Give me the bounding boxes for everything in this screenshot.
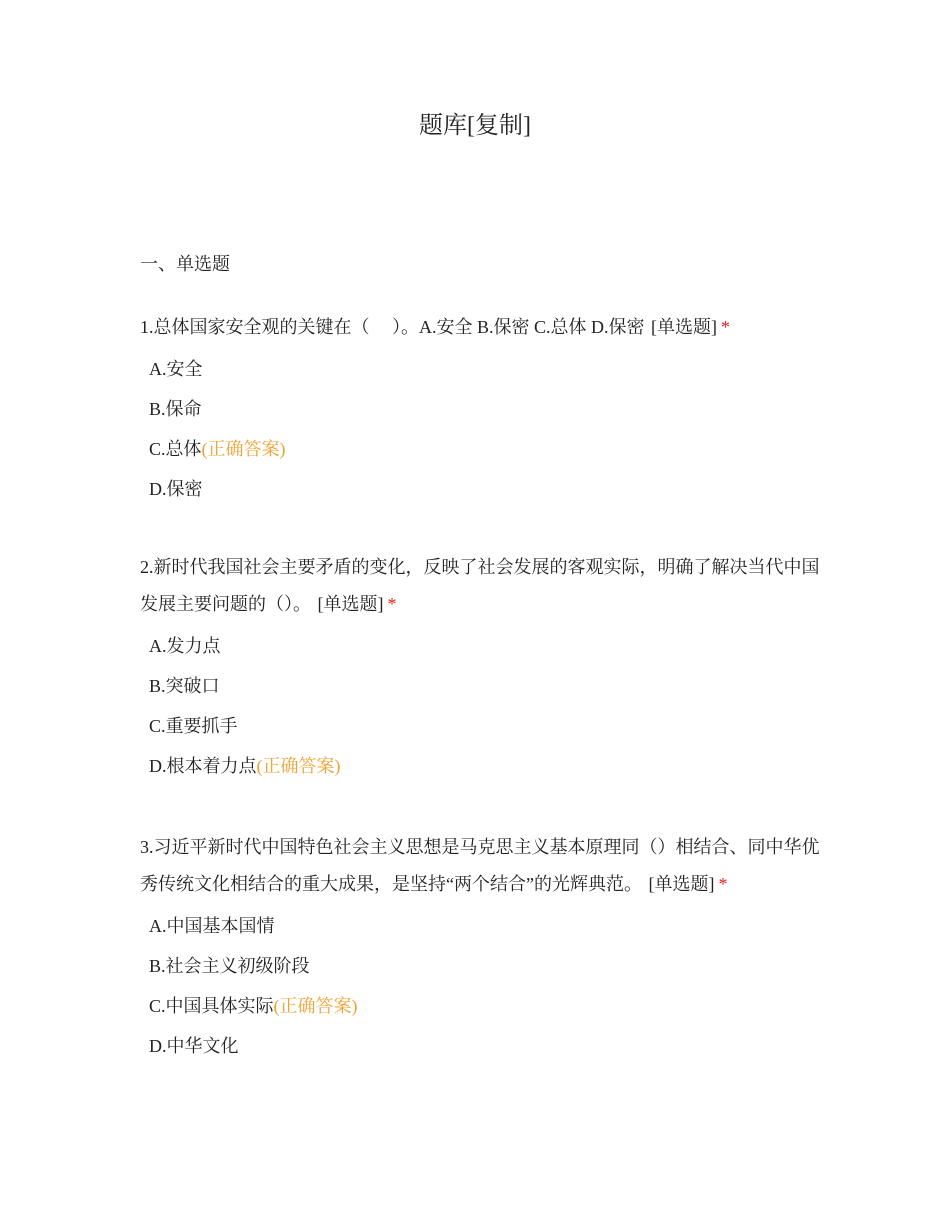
option-b — [140, 389, 820, 429]
option-label: D.保密 — [149, 479, 203, 499]
option-b — [140, 946, 820, 986]
option-d — [140, 1026, 820, 1066]
option-label: C.中国具体实际 — [149, 996, 274, 1016]
option-b — [140, 666, 820, 706]
option-label: A.安全 — [149, 359, 203, 379]
option-label: C.总体 — [149, 439, 202, 459]
question-stem: 1.总体国家安全观的关键在（ ）。A.安全 B.保密 C.总体 D.保密 — [140, 317, 645, 337]
option-list — [140, 626, 820, 786]
question-stem: 2.新时代我国社会主要矛盾的变化，反映了社会发展的客观实际，明确了解决当代中国发展主要问题的（）。 — [140, 557, 820, 614]
option-label: B.保命 — [149, 399, 202, 419]
correct-answer-mark: (正确答案) — [201, 439, 286, 459]
question-type-tag: [单选题] — [651, 317, 718, 337]
question-2 — [140, 549, 820, 786]
question-text — [140, 829, 820, 903]
option-label: D.中华文化 — [149, 1036, 239, 1056]
required-star: * — [721, 317, 731, 337]
option-label: C.重要抓手 — [149, 716, 238, 736]
correct-answer-mark: (正确答案) — [256, 756, 341, 776]
option-label: D.根本着力点 — [149, 756, 257, 776]
option-d — [140, 746, 820, 786]
question-1 — [140, 309, 820, 509]
option-a — [140, 626, 820, 666]
required-star: * — [718, 874, 728, 894]
question-text — [140, 309, 820, 346]
option-label: B.社会主义初级阶段 — [149, 956, 310, 976]
correct-answer-mark: (正确答案) — [273, 996, 358, 1016]
question-type-tag: [单选题] — [648, 874, 715, 894]
option-c — [140, 429, 820, 469]
page-title: 题库[复制] — [419, 113, 531, 139]
required-star: * — [387, 594, 397, 614]
option-c — [140, 706, 820, 746]
option-d — [140, 469, 820, 509]
option-a — [140, 349, 820, 389]
question-stem: 3.习近平新时代中国特色社会主义思想是马克思主义基本原理同（）相结合、同中华优秀传统文化相结合的重大成果，是坚持“两个结合”的光辉典范。 — [140, 837, 820, 894]
option-label: A.中国基本国情 — [149, 916, 275, 936]
option-label: A.发力点 — [149, 636, 221, 656]
question-type-tag: [单选题] — [317, 594, 384, 614]
option-list — [140, 906, 820, 1066]
question-3 — [140, 829, 820, 1066]
option-label: B.突破口 — [149, 676, 220, 696]
section-heading: 一、单选题 — [140, 254, 230, 274]
option-c — [140, 986, 820, 1026]
question-text — [140, 549, 820, 623]
option-a — [140, 906, 820, 946]
option-list — [140, 349, 820, 509]
